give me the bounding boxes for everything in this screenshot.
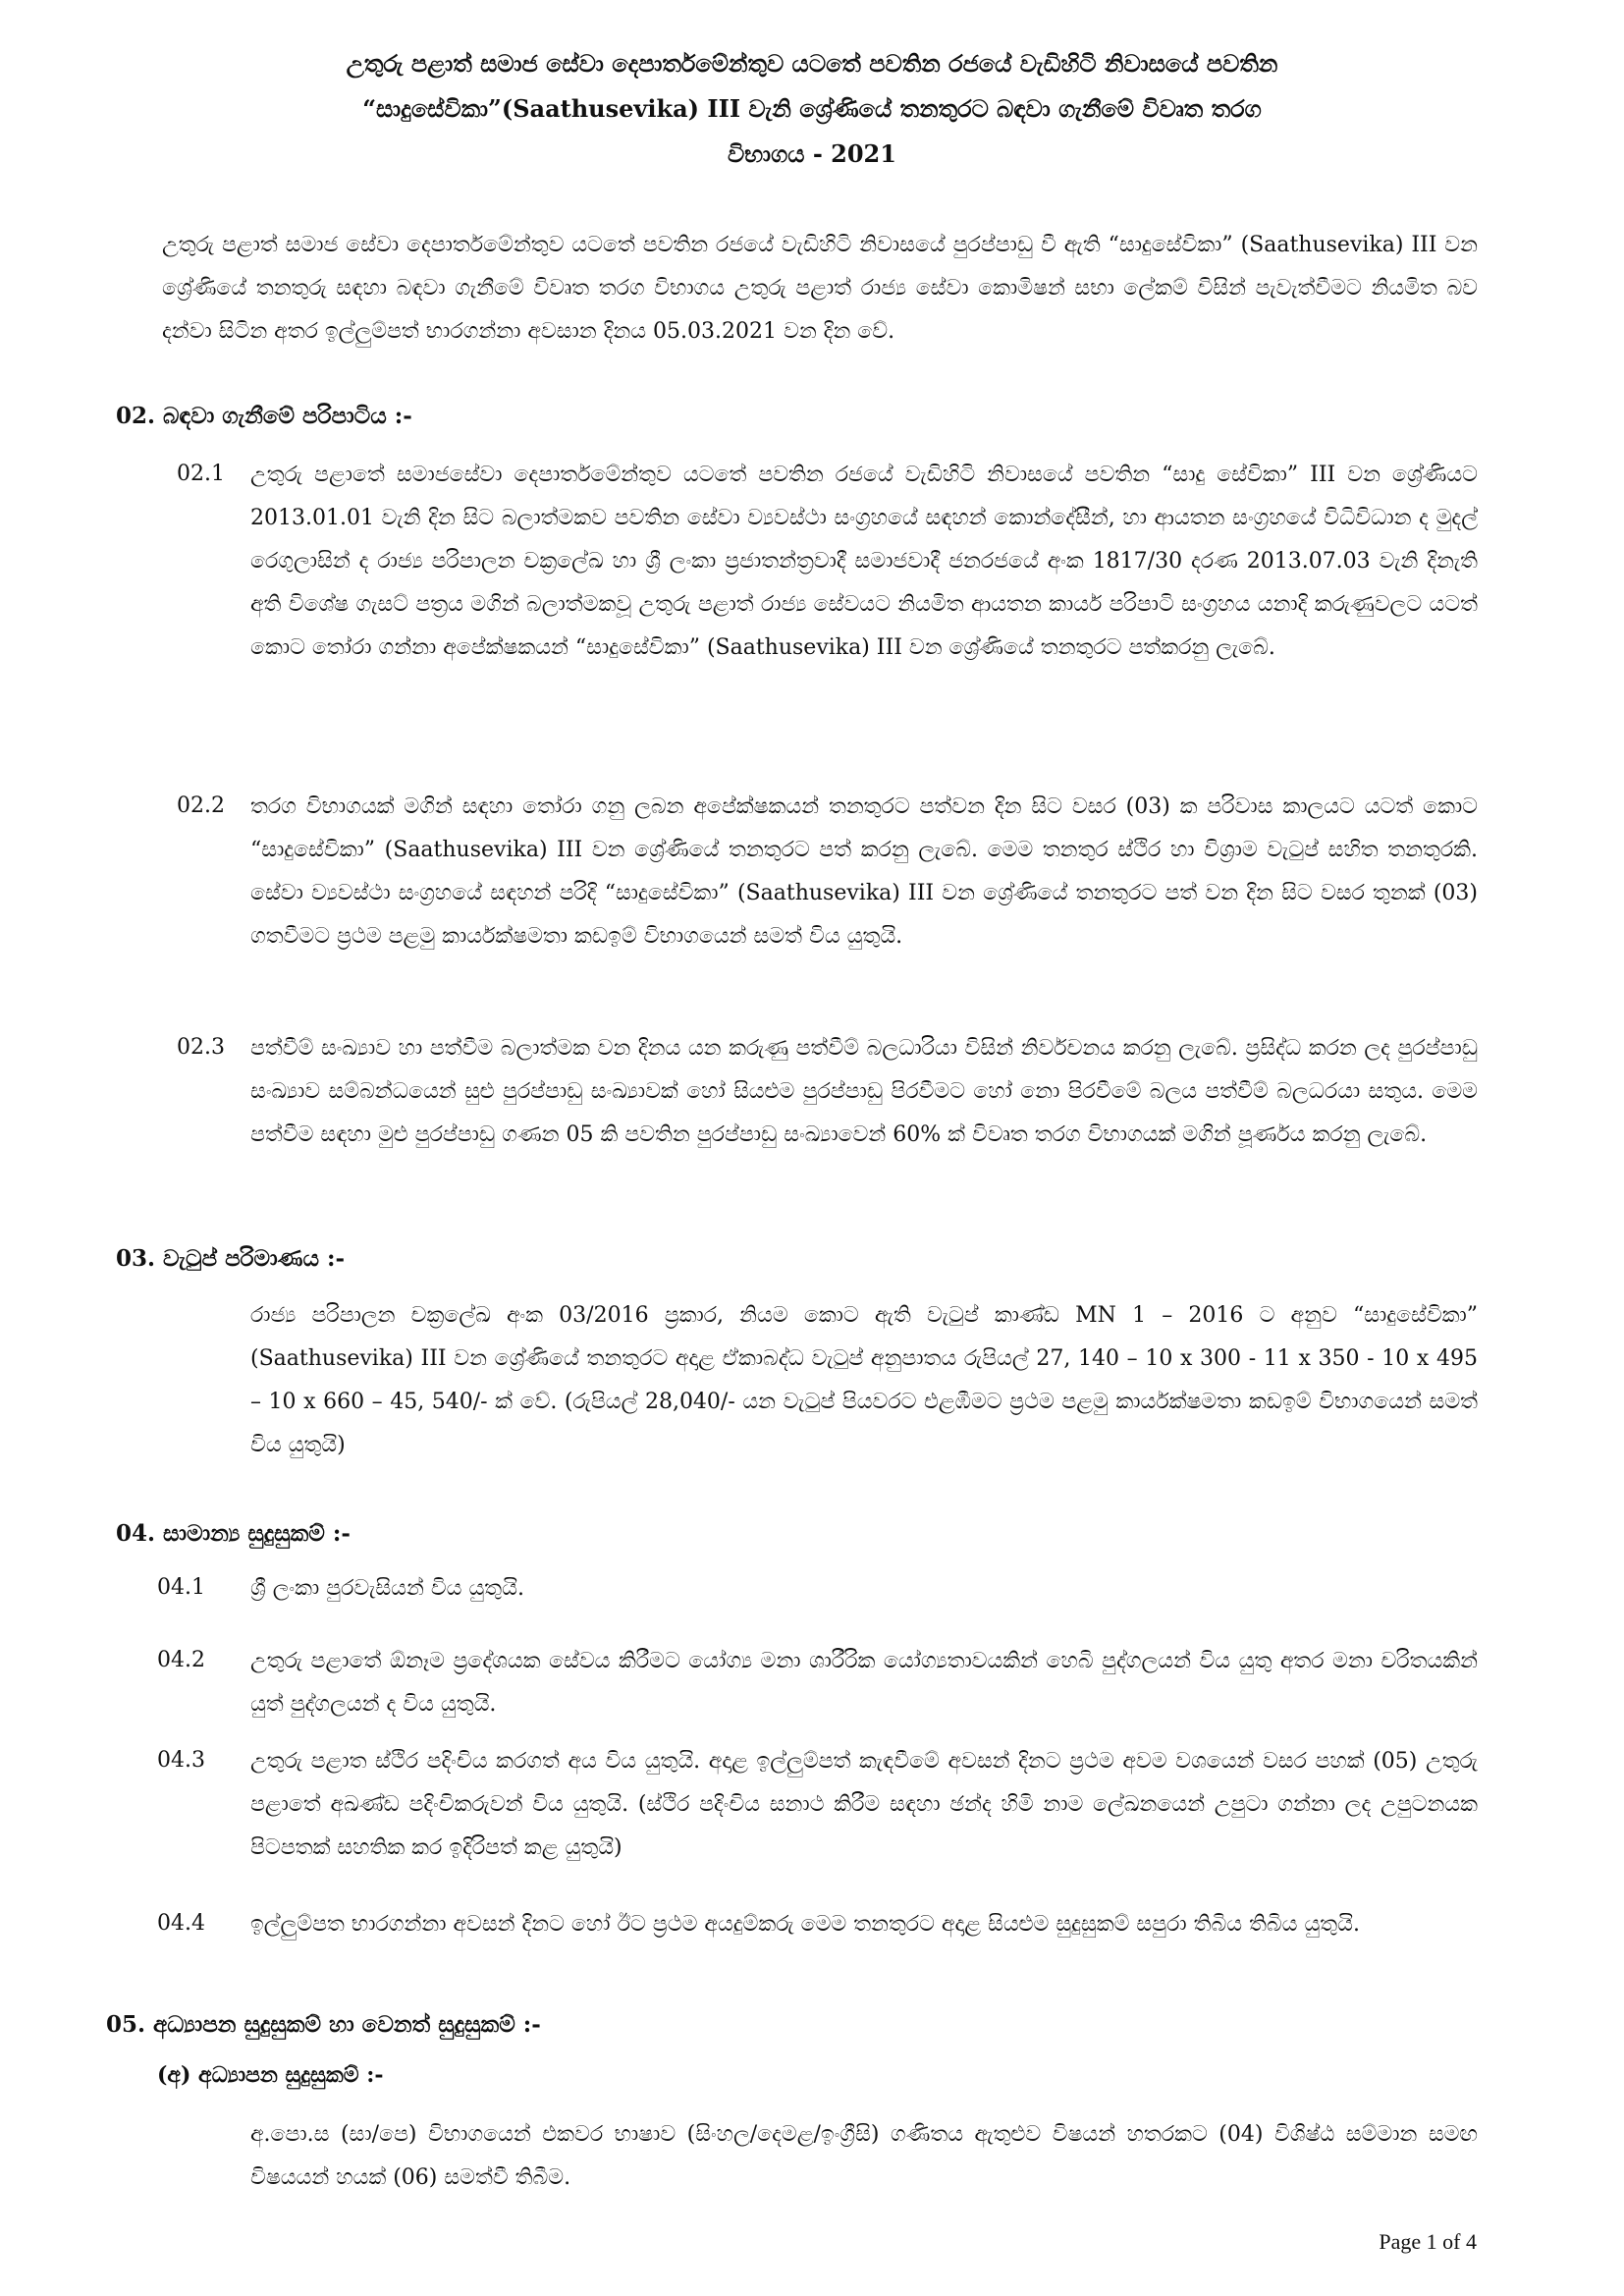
education-subheading: (අ) අධ්‍යාපන සුදුසුකම් :- [157,2062,384,2088]
clause-04-2-number: 04.2 [157,1648,205,1672]
title-line-3: විභාගය - 2021 [728,139,896,168]
clause-02-1-text: උතුරු පළාතේ සමාජසේවා දෙපාර්තමේන්තුව යටතේ පවතින රජයේ වැඩිහිටි නිවාසයේ පවතින “සාදු සේවිකා” III වන ශ්‍රේණියට 2013.01.01 වැනි දින සිට බලාත්මකව පවතින සේවා ව්‍යවස්ථා සංග්‍රහයේ සඳහන් කොන්දේසීන්, හා ආයතන සංග්‍රහයේ විධිවිධාන ද මුදල් රෙගුලාසින් ද රාජ්‍ය පරිපාලන චක්‍රලේඛ හා ශ්‍රී ලංකා ප්‍රජාතන්ත්‍රවාදී සමාජවාදී ජනරජයේ අංක 1817/30 දරණ 2013.07.03 වැනි දිනැති අති විශේෂ ගැසට් පත්‍රය මගින් බලාත්මකවූ උතුරු පළාත් රාජ්‍ය සේවයට නියමිත ආයතන කාර්ය පරිපාටි සංග්‍රහය යනාදි කරුණුවලට යටත් කොට තෝරා ගන්නා අපේක්ෂකයන් “සාදුසේවිකා” (Saathusevika) III වන ශ්‍රේණියේ තනතුරට පත්කරනු ලැබේ. [250,463,1478,660]
clause-04-1-number: 04.1 [157,1575,205,1600]
section-04-heading: 04. සාමාන්‍ය සුදුසුකම් :- [116,1520,351,1547]
document-title [147,41,1477,177]
clause-02-3-text: පත්වීම් සංඛ්‍යාව හා පත්වීම බලාත්මක වන දිනය යන කරුණු පත්වීම් බලධාරියා විසින් නිර්වචනය කරනු ලැබේ. ප්‍රසිද්ධ කරන ලද පුරප්පාඩු සංඛ්‍යාව සම්බන්ධයෙන් සුළු පුරප්පාඩු සංඛ්‍යාවක් හෝ සියළුම පුරප්පාඩු පිරවීමට හෝ නො පිරවීමේ බලය පත්වීම් බලධරයා සතුය. මෙම පත්වීම සඳහා මුළු පුරප්පාඩු ගණන 05 කි පවතින පුරප්පාඩු සංඛ්‍යාවෙන් 60% ක් විවෘත තරග විභාගයක් මගින් පූර්ණය කරනු ලැබේ. [250,1036,1478,1147]
section-05-heading: 05. අධ්‍යාපන සුදුසුකම් හා වෙනත් සුදුසුකම් :- [106,2011,541,2038]
section-02-heading: 02. බඳවා ගැනීමේ පරිපාටිය :- [116,403,412,429]
clause-04-4-number: 04.4 [157,1911,205,1936]
title-line-2: “සාදුසේවිකා”(Saathusevika) III වැනි ශ්‍රේණියේ තනතුරට බඳවා ගැනීමේ විවෘත තරග [362,94,1262,123]
section-03-heading: 03. වැටුප් පරිමාණය :- [116,1245,346,1272]
intro-paragraph: උතුරු පළාත් සමාජ සේවා දෙපාර්තමේන්තුව යටතේ පවතින රජයේ වැඩිහිටි නිවාසයේ පුරප්පාඩු වී ඇති “සාදුසේවිකා” (Saathusevika) III වන ශ්‍රේණියේ තනතුරු සඳහා බඳවා ගැනීමේ විවෘත තරග විභාගය උතුරු පළාත් රාජ්‍ය සේවා කොමිෂන් සභා ලේකම් විසින් පැවැත්වීමට නියමිත බව දන්වා සිටින අතර ඉල්ලුම්පත් භාරගන්නා අවසාන දිනය 05.03.2021 වන දින වේ. [162,233,1478,344]
page-number: Page 1 of 4 [1379,2229,1477,2254]
clause-04-1-text: ශ්‍රී ලංකා පුරවැසියන් විය යුතුයි. [250,1576,524,1601]
salary-scale-text: රාජ්‍ය පරිපාලන චක්‍රලේඛ අංක 03/2016 ප්‍රකාර, නියම කොට ඇති වැටුප් කාණ්ඩ MN 1 – 2016 ට අනුව “සාදුසේවිකා” (Saathusevika) III වන ශ්‍රේණියේ තනතුරට අදාළ ඒකාබද්ධ වැටුප් අනුපාතය රුපියල් 27, 140 – 10 x 300 - 11 x 350 - 10 x 495 – 10 x 660 – 45, 540/- ක් වේ. (රුපියල් 28,040/- යන වැටුප් පියවරට එළඹීමට ප්‍රථම පළමු කාර්යක්ෂමතා කඩඉම් විභාගයෙන් සමත් විය යුතුයි) [250,1303,1478,1457]
clause-02-3-number: 02.3 [177,1035,225,1060]
clause-02-1-number: 02.1 [177,462,225,486]
clause-04-2-text: උතුරු පළාතේ ඕනෑම ප්‍රදේශයක සේවය කිරීමට යෝග්‍ය මනා ශාරීරික යෝග්‍යතාවයකින් හෙබි පුද්ගලයන් විය යුතු අතර මනා චරිතයකින් යුත් පුද්ගලයන් ද විය යුතුයි. [250,1649,1478,1717]
title-line-1: උතුරු පළාත් සමාජ සේවා දෙපාර්තමේන්තුව යටතේ පවතින රජයේ වැඩිහිටි නිවාසයේ පවතින [346,49,1278,78]
clause-02-2-text: තරග විභාගයක් මගින් සඳහා තෝරා ගනු ලබන අපේක්ෂකයන් තනතුරට පත්වන දින සිට වසර (03) ක පරිවාස කාලයට යටත් කොට “සාදුසේවිකා” (Saathusevika) III වන ශ්‍රේණියේ තනතුරට පත් කරනු ලැබේ. මෙම තනතුර ස්ථිර හා විශ්‍රාම වැටුප් සහිත තනතුරකි. සේවා ව්‍යවස්ථා සංග්‍රහයේ සඳහන් පරිදි “සාදුසේවිකා” (Saathusevika) III වන ශ්‍රේණියේ තනතුරට පත් වන දින සිට වසර තුනක් (03) ගතවීමට ප්‍රථම පළමු කාර්යක්ෂමතා කඩඉම් විභාගයෙන් සමත් විය යුතුයි. [250,794,1478,949]
clause-04-3-text: උතුරු පළාත ස්ථිර පදිංචිය කරගත් අය විය යුතුයි. අදාළ ඉල්ලුම්පත් කැඳවීමේ අවසන් දිනට ප්‍රථම අවම වශයෙන් වසර පහක් (05) උතුරු පළාතේ අඛණ්ඩ පදිංචිකරුවන් විය යුතුයි. (ස්ථිර පදිංචිය සනාථ කිරීම සඳහා ඡන්ද හිමි නාම ලේඛනයෙන් උපුටා ගන්නා ලද උපුටනයක පිටපතක් සහතික කර ඉදිරිපත් කළ යුතුයි) [250,1749,1478,1860]
clause-02-2-number: 02.2 [177,793,225,818]
clause-04-4-text: ඉල්ලුම්පත භාරගන්නා අවසන් දිනට හෝ ඊට ප්‍රථම අයදුම්කරු මෙම තනතුරට අදාළ සියළුම සුදුසුකම් සපුරා තිබිය තිබිය යුතුයි. [250,1912,1360,1937]
education-qualification-text: අ.පො.ස (සා/පෙ) විභාගයෙන් එකවර භාෂාව (සිංහල/දෙමළ/ඉංග්‍රීසි) ගණිතය ඇතුළුව විෂයන් හතරකට (04) විශිෂ්ඨ සම්මාන සමඟ විෂයයන් හයක් (06) සමත්වී තිබීම. [250,2122,1478,2190]
clause-04-3-number: 04.3 [157,1748,205,1773]
